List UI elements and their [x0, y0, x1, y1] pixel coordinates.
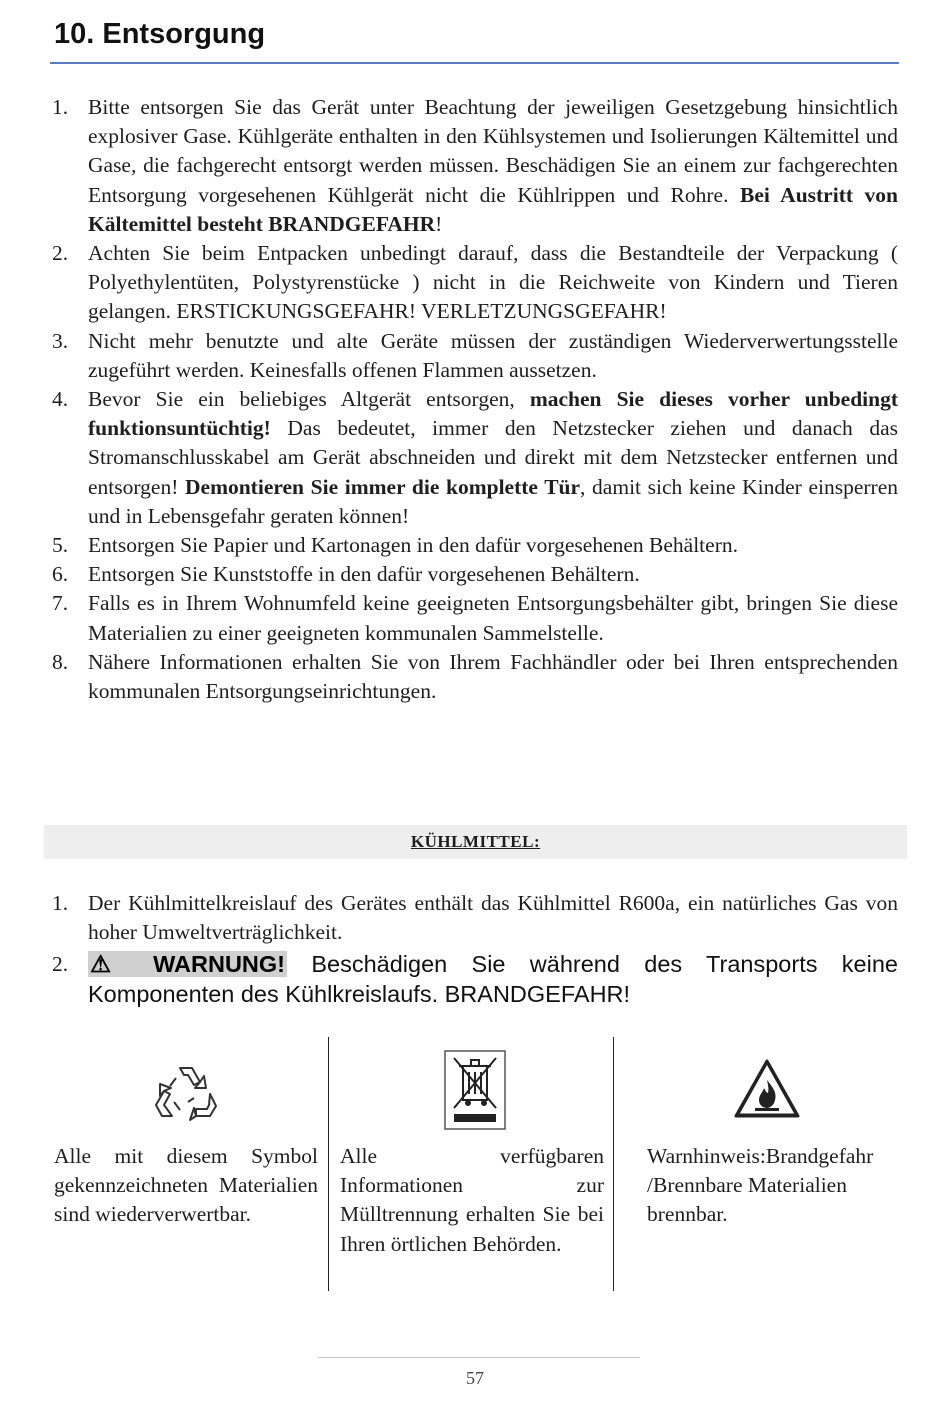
recycle-description: Alle mit diesem Symbol gekennzeichneten Materialien sind wiederverwertbar. [54, 1144, 318, 1227]
list-item [52, 531, 898, 560]
list-item-text: Bitte entsorgen Sie das Gerät unter Beachtung der jeweiligen Gesetzgebung hinsichtlich explosiver Gase. Kühlgeräte enthalten in den Kühlsystemen und Isolierungen Kältemittel und Gase, die fachgerecht entsorgt werden müssen. Beschädigen Sie an einem zur fachgerechten Entsorgung vorgesehenen Kühlgerät nicht die Kühlrippen und Rohre. [88, 95, 898, 207]
list-item-text: Entsorgen Sie Papier und Kartonagen in den dafür vorgesehenen Behältern. [88, 533, 738, 558]
list-item-text: , damit sich keine Kinder einsperren und in Lebensgefahr geraten können! [88, 474, 898, 528]
column-divider [328, 1037, 329, 1291]
page-title: 10. Entsorgung [54, 18, 266, 50]
crossed-out-bin-icon [444, 1050, 506, 1135]
list-item-text: Nicht mehr benutzte und alte Geräte müssen der zuständigen Wiederverwertungsstelle zugeführt werden. Keinesfalls offenen Flammen aussetzen. [88, 328, 898, 382]
list-item-text: Bevor Sie ein beliebiges Altgerät entsorgen, [88, 387, 530, 412]
list-item-text: Das bedeutet, immer den Netzstecker ziehen und danach das Stromanschlusskabel am Gerät abschneiden und direkt mit dem Netzstecker entfernen und entsorgen! [88, 416, 898, 499]
list-item-text: Achten Sie beim Entpacken unbedingt darauf, dass die Bestandteile der Verpackung ( Polyethylentüten, Polystyrenstücke ) nicht in die Reichweite von Kindern und Tieren gelangen. ERSTICKUNGSGEFAHR! VERLETZUNGSGEFAHR! [88, 241, 898, 324]
warning-text: Beschädigen Sie während des Transports keine Komponenten des Kühlkreislaufs. BRANDGEFAHR! [88, 951, 898, 1008]
list-item [52, 889, 898, 947]
emphasis-text: Bei Austritt von Kältemittel besteht BRANDGEFAHR [88, 182, 898, 236]
list-item-number: 5. [52, 533, 69, 558]
flammable-warning-icon [733, 1058, 801, 1125]
coolant-list [52, 889, 898, 1009]
list-item-number: 2. [52, 241, 69, 266]
disposal-instructions-list [52, 93, 898, 706]
list-item-number: 1. [52, 891, 69, 915]
title-divider [50, 62, 899, 64]
list-item [52, 93, 898, 239]
list-item-number: 4. [52, 387, 69, 412]
list-item [52, 239, 898, 327]
list-item-number: 7. [52, 591, 69, 616]
list-item [52, 589, 898, 647]
warning-label: ⚠ WARNUNG! [90, 951, 286, 978]
list-item-number: 1. [52, 95, 69, 119]
emphasis-text: machen Sie dieses vorher unbedingt funktionsuntüchtig! [88, 387, 899, 441]
list-item [52, 327, 898, 385]
list-item-number: 2. [52, 952, 69, 977]
coolant-heading: KÜHLMITTEL: [410, 832, 541, 851]
list-item-text: Nähere Informationen erhalten Sie von Ihrem Fachhändler oder bei Ihren entsprechenden kommunalen Entsorgungseinrichtungen. [88, 649, 898, 704]
list-item-text: ! [435, 211, 443, 236]
footer-divider [318, 1357, 640, 1358]
bin-description: Alle verfügbaren Informationen zur Mülltrennung erhalten Sie bei Ihren örtlichen Behörden. [340, 1144, 604, 1256]
list-item [52, 385, 898, 531]
list-item-text: Der Kühlmittelkreislauf des Gerätes enthält das Kühlmittel R600a, ein natürliches Gas von hoher Umweltverträglichkeit. [88, 891, 898, 945]
list-item-text: Entsorgen Sie Kunststoffe in den dafür vorgesehenen Behältern. [88, 562, 640, 587]
page-number: 57 [466, 1368, 484, 1388]
warning-item [52, 949, 898, 1009]
list-item-number: 3. [52, 328, 69, 353]
list-item [52, 560, 898, 589]
recycle-icon [150, 1058, 222, 1135]
emphasis-text: Demontieren Sie immer die komplette Tür [185, 474, 581, 499]
column-divider [613, 1037, 614, 1291]
list-item-number: 8. [52, 649, 69, 674]
list-item-text: Falls es in Ihrem Wohnumfeld keine geeigneten Entsorgungsbehälter gibt, bringen Sie diese Materialien zu einer geeigneten kommunalen Sammelstelle. [88, 591, 898, 645]
list-item [52, 648, 898, 706]
list-item-number: 6. [52, 562, 69, 587]
fire-description: Warnhinweis:Brandgefahr /Brennbare Materialien brennbar. [647, 1144, 874, 1227]
